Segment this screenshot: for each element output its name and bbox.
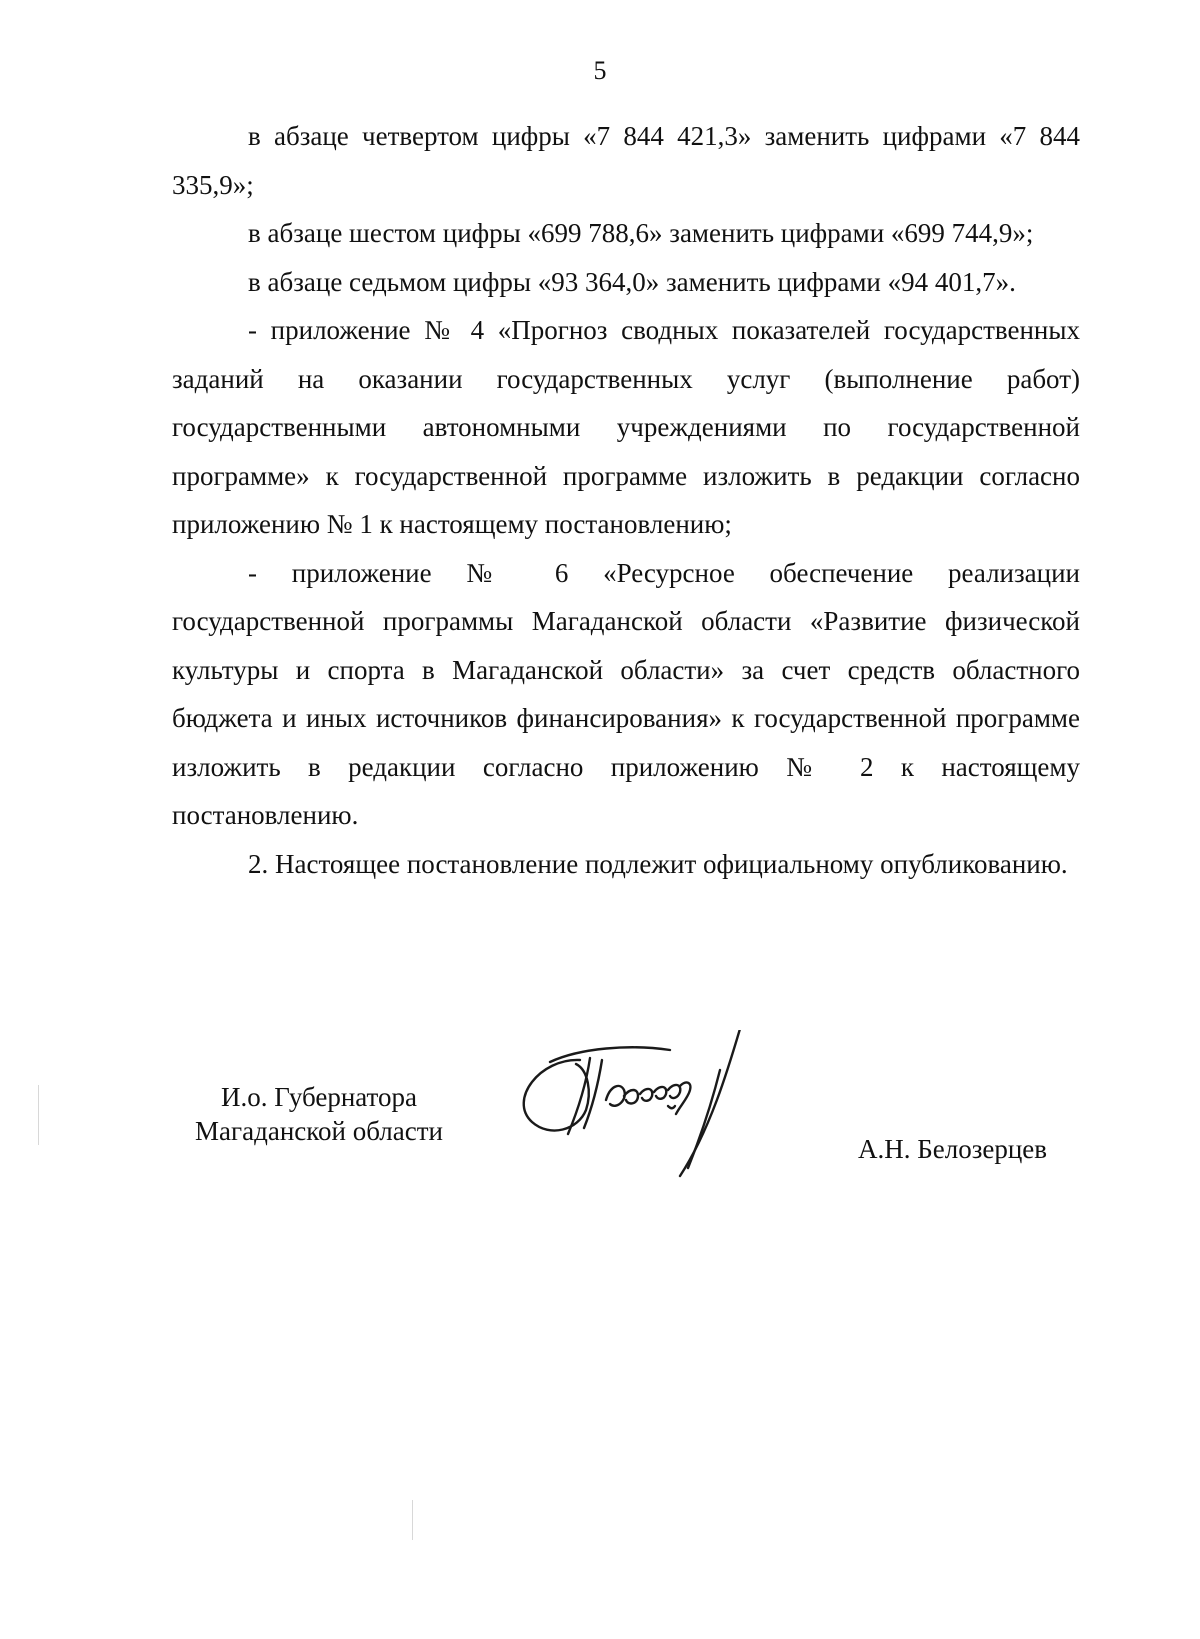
scan-mark-left (38, 1085, 39, 1145)
signer-name: А.Н. Белозерцев (858, 1134, 1048, 1164)
paragraph-3: в абзаце седьмом цифры «93 364,0» заменить цифрами «94 401,7». (248, 266, 1016, 297)
signer-title (174, 1080, 464, 1148)
paragraph-4: - приложение № 4 «Прогноз сводных показателей государственных заданий на оказании государственных услуг (выполнение работ) государственными автономными учреждениями по государственной программе» к государственной программе изложить в редакции согласно приложению № 1 к настоящему постановлению; (172, 315, 1080, 539)
page-number: 5 (593, 56, 607, 85)
document-body (172, 112, 1080, 888)
handwritten-signature (520, 1030, 790, 1220)
paragraph-6: 2. Настоящее постановление подлежит официальному опубликованию. (248, 848, 1068, 879)
signature-block (0, 1030, 1200, 1210)
paragraph-2: в абзаце шестом цифры «699 788,6» заменить цифрами «699 744,9»; (248, 218, 1034, 248)
signer-title-line-2: Магаданской области (195, 1116, 443, 1146)
signer-title-line-1: И.о. Губернатора (220, 1082, 417, 1112)
paragraph-1: в абзаце четвертом цифры «7 844 421,3» заменить цифрами «7 844 335,9»; (172, 121, 1080, 200)
paragraph-5: - приложение № 6 «Ресурсное обеспечение реализации государственной программы Магаданской области «Развитие физической культуры и спорта в Магаданской области» за счет средств областного бюджета и иных источников финансирования» к государственной программе изложить в редакции согласно приложению № 2 к настоящему постановлению. (172, 557, 1080, 830)
scan-mark-bottom (412, 1500, 413, 1540)
